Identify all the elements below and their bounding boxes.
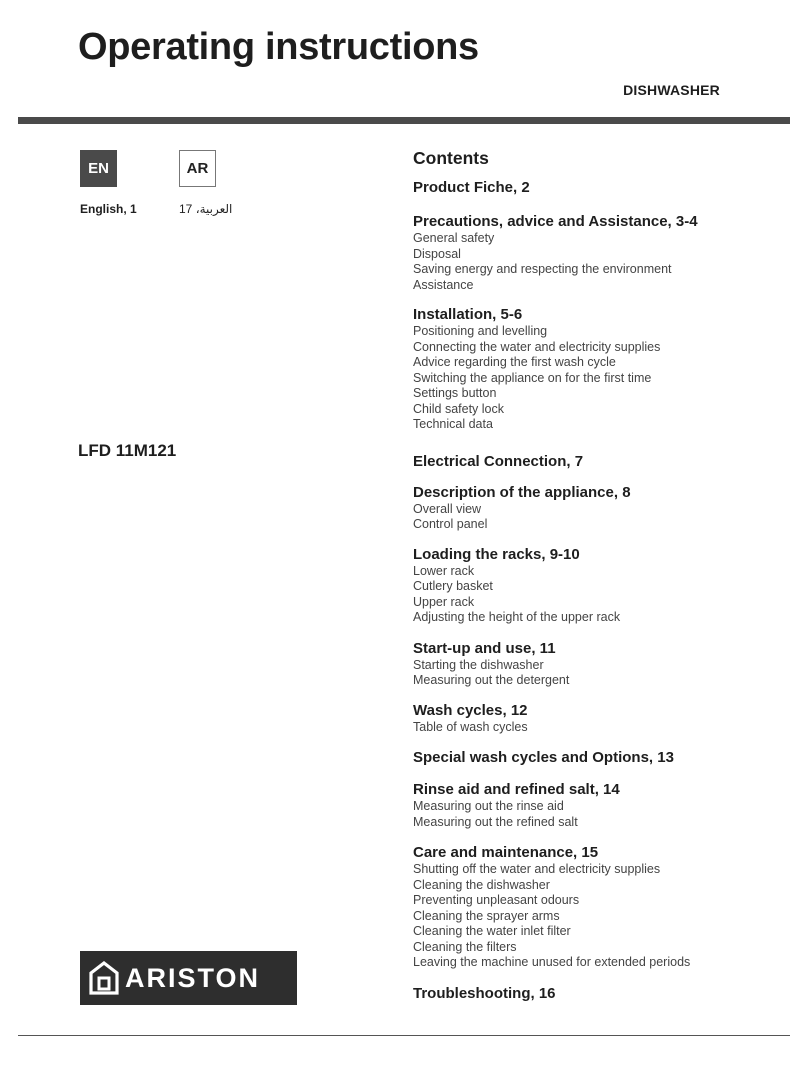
- section-title: Care and maintenance, 15: [413, 844, 599, 861]
- contents-section: [413, 545, 798, 626]
- page-title: Operating instructions: [78, 26, 479, 68]
- section-item: Cleaning the water inlet filter: [413, 924, 571, 938]
- contents-section: [413, 178, 798, 197]
- section-item: Child safety lock: [413, 401, 505, 416]
- section-item: Table of wash cycles: [413, 719, 528, 734]
- contents-section: [413, 780, 798, 830]
- language-reference-en: English, 1: [80, 202, 137, 216]
- contents-section: [413, 483, 798, 533]
- section-item: Adjusting the height of the upper rack: [413, 610, 621, 624]
- section-item: Cleaning the sprayer arms: [413, 908, 560, 923]
- section-item: Cleaning the dishwasher: [413, 877, 550, 892]
- contents-section: [413, 843, 798, 971]
- contents-sections: [413, 178, 798, 1003]
- section-title: Electrical Connection, 7: [413, 452, 584, 470]
- section-item: Measuring out the refined salt: [413, 814, 578, 829]
- section-item: Advice regarding the first wash cycle: [413, 355, 616, 369]
- section-item: Preventing unpleasant odours: [413, 893, 580, 907]
- section-title: Troubleshooting, 16: [413, 984, 556, 1002]
- language-badge-en: EN: [80, 150, 117, 187]
- contents-section: [413, 212, 798, 293]
- section-title: Special wash cycles and Options, 13: [413, 749, 674, 766]
- section-item: Measuring out the rinse aid: [413, 799, 564, 813]
- section-item: Upper rack: [413, 594, 475, 609]
- section-title: Description of the appliance, 8: [413, 483, 631, 501]
- house-icon: [89, 961, 119, 995]
- contents-section: [413, 701, 798, 736]
- section-item: General safety: [413, 231, 495, 245]
- section-item: Overall view: [413, 501, 482, 516]
- section-item: Shutting off the water and electricity supplies: [413, 862, 661, 876]
- section-title: Wash cycles, 12: [413, 701, 528, 719]
- section-item: Positioning and levelling: [413, 324, 548, 338]
- contents-section: [413, 984, 798, 1003]
- section-item: Leaving the machine unused for extended periods: [413, 955, 691, 969]
- contents-section: [413, 305, 798, 433]
- language-reference-ar: العربية، 17: [179, 202, 233, 216]
- brand-name: ARISTON: [125, 962, 261, 993]
- table-of-contents: [413, 146, 798, 1003]
- section-title: Rinse aid and refined salt, 14: [413, 781, 620, 798]
- language-badge-ar: AR: [179, 150, 216, 187]
- section-item: Cleaning the filters: [413, 939, 517, 954]
- model-number: LFD 11M121: [78, 441, 177, 460]
- section-item: Measuring out the detergent: [413, 673, 570, 687]
- contents-section: [413, 452, 798, 471]
- section-title: Product Fiche, 2: [413, 179, 530, 196]
- section-title: Precautions, advice and Assistance, 3-4: [413, 213, 698, 230]
- brand-logo: [80, 951, 297, 1005]
- section-item: Starting the dishwasher: [413, 657, 544, 672]
- header-divider: [18, 117, 790, 124]
- section-title: Start-up and use, 11: [413, 639, 556, 657]
- section-item: Switching the appliance on for the first time: [413, 370, 652, 385]
- section-item: Assistance: [413, 277, 474, 292]
- section-item: Technical data: [413, 417, 493, 431]
- contents-heading: Contents: [413, 148, 489, 168]
- footer-divider: [18, 1035, 790, 1036]
- section-item: Connecting the water and electricity supplies: [413, 339, 661, 354]
- product-type-label: DISHWASHER: [623, 82, 720, 98]
- contents-section: [413, 639, 798, 689]
- section-item: Control panel: [413, 517, 488, 531]
- section-item: Cutlery basket: [413, 579, 493, 593]
- section-title: Loading the racks, 9-10: [413, 545, 580, 563]
- section-item: Settings button: [413, 386, 497, 400]
- section-title: Installation, 5-6: [413, 306, 523, 323]
- section-item: Disposal: [413, 246, 461, 261]
- section-item: Lower rack: [413, 563, 475, 578]
- contents-section: [413, 748, 798, 767]
- section-item: Saving energy and respecting the environment: [413, 262, 672, 276]
